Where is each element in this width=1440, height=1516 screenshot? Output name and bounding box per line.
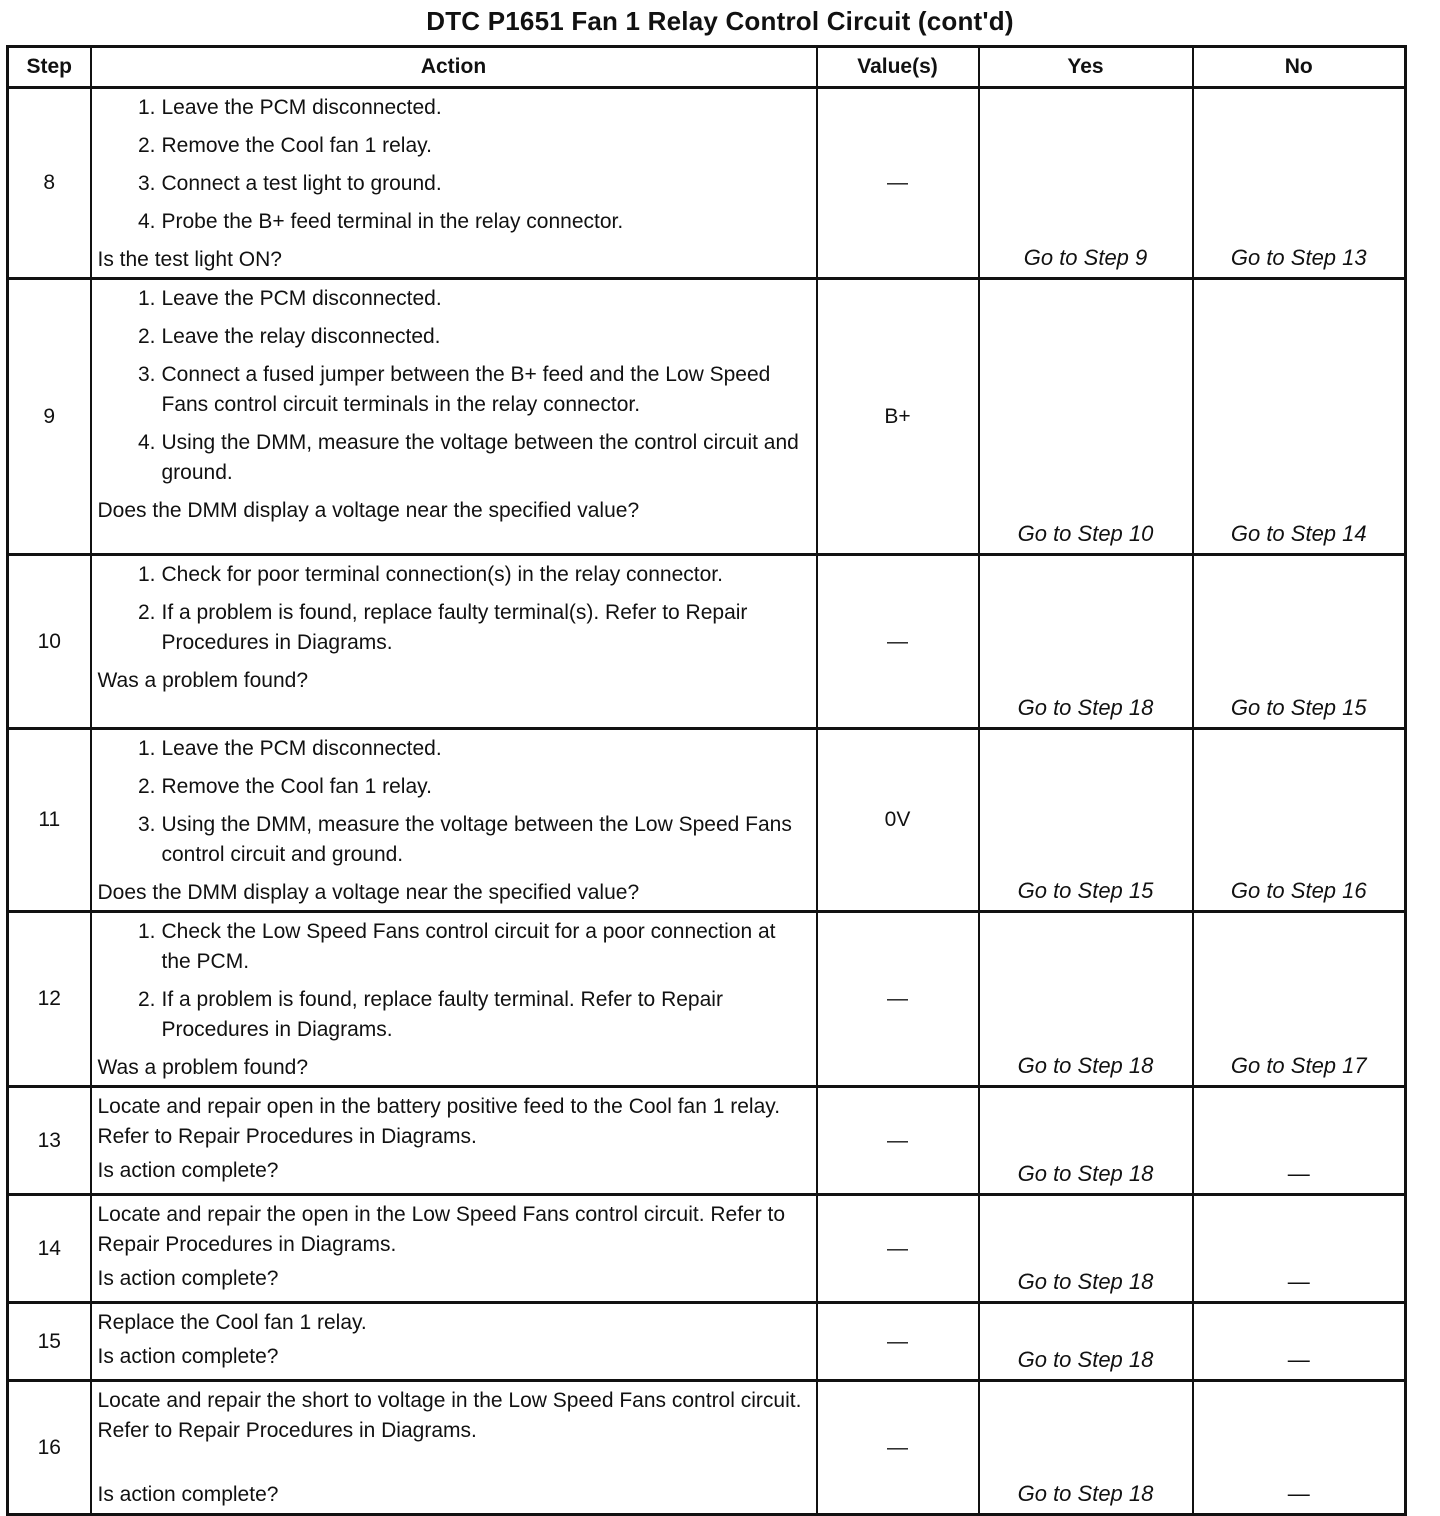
step-text: Leave the PCM disconnected. bbox=[161, 96, 442, 119]
step-index: 4. bbox=[137, 210, 156, 233]
action-step bbox=[98, 598, 810, 658]
step-index: 2. bbox=[137, 325, 156, 348]
action-question: Is action complete? bbox=[97, 1159, 279, 1182]
step-text: Probe the B+ feed terminal in the relay connector. bbox=[161, 210, 624, 233]
action-step bbox=[98, 734, 810, 764]
action-text: Locate and repair open in the battery positive feed to the Cool fan 1 relay. Refer to Repair Procedures in Diagrams. bbox=[97, 1095, 781, 1148]
value-cell: — bbox=[817, 1303, 979, 1381]
yes-result: Go to Step 10 bbox=[979, 279, 1193, 555]
action-cell bbox=[91, 1381, 817, 1515]
page-title: DTC P1651 Fan 1 Relay Control Circuit (cont'd) bbox=[426, 6, 1014, 36]
step-index: 1. bbox=[137, 96, 156, 119]
header-yes: Yes bbox=[979, 47, 1193, 88]
step-text: Using the DMM, measure the voltage between the Low Speed Fans control circuit and ground. bbox=[161, 813, 792, 866]
step-index: 3. bbox=[137, 363, 156, 386]
value-cell: — bbox=[817, 912, 979, 1087]
action-text: Replace the Cool fan 1 relay. bbox=[97, 1311, 367, 1334]
no-result: — bbox=[1193, 1381, 1406, 1515]
action-cell bbox=[91, 88, 817, 279]
header-no: No bbox=[1193, 47, 1406, 88]
action-text: Locate and repair the open in the Low Speed Fans control circuit. Refer to Repair Procedures in Diagrams. bbox=[97, 1203, 786, 1256]
yes-result: Go to Step 18 bbox=[979, 912, 1193, 1087]
yes-result: Go to Step 9 bbox=[979, 88, 1193, 279]
action-cell bbox=[91, 1195, 817, 1303]
value-cell: — bbox=[817, 1381, 979, 1515]
action-steps bbox=[98, 93, 810, 237]
table-row bbox=[8, 729, 1406, 912]
step-number: 8 bbox=[8, 88, 91, 279]
action-step bbox=[98, 985, 810, 1045]
step-number: 12 bbox=[8, 912, 91, 1087]
action-question: Is action complete? bbox=[97, 1345, 279, 1368]
header-action: Action bbox=[91, 47, 817, 88]
header-row bbox=[8, 47, 1406, 88]
action-question: Does the DMM display a voltage near the specified value? bbox=[97, 499, 640, 522]
step-index: 3. bbox=[137, 172, 156, 195]
action-cell bbox=[91, 912, 817, 1087]
step-text: Check for poor terminal connection(s) in the relay connector. bbox=[161, 563, 723, 586]
step-index: 1. bbox=[137, 287, 156, 310]
no-result: Go to Step 14 bbox=[1193, 279, 1406, 555]
no-result: Go to Step 17 bbox=[1193, 912, 1406, 1087]
action-steps bbox=[98, 917, 810, 1045]
action-step bbox=[98, 560, 810, 590]
action-question: Was a problem found? bbox=[97, 1056, 309, 1079]
step-index: 3. bbox=[137, 813, 156, 836]
action-step bbox=[98, 207, 810, 237]
step-number: 9 bbox=[8, 279, 91, 555]
action-step bbox=[98, 93, 810, 123]
yes-result: Go to Step 18 bbox=[979, 1195, 1193, 1303]
no-result: — bbox=[1193, 1087, 1406, 1195]
yes-result: Go to Step 18 bbox=[979, 1303, 1193, 1381]
yes-result: Go to Step 18 bbox=[979, 1087, 1193, 1195]
step-text: Remove the Cool fan 1 relay. bbox=[161, 134, 432, 157]
action-step bbox=[98, 428, 810, 488]
step-text: If a problem is found, replace faulty terminal. Refer to Repair Procedures in Diagrams. bbox=[161, 988, 723, 1041]
action-step bbox=[98, 284, 810, 314]
action-question: Does the DMM display a voltage near the specified value? bbox=[97, 881, 640, 904]
step-text: Check the Low Speed Fans control circuit for a poor connection at the PCM. bbox=[161, 920, 776, 973]
step-text: Leave the PCM disconnected. bbox=[161, 287, 442, 310]
step-text: Connect a fused jumper between the B+ feed and the Low Speed Fans control circuit terminals in the relay connector. bbox=[161, 363, 771, 416]
action-step bbox=[98, 169, 810, 199]
action-cell bbox=[91, 729, 817, 912]
no-result: — bbox=[1193, 1195, 1406, 1303]
step-index: 2. bbox=[137, 775, 156, 798]
action-cell bbox=[91, 1303, 817, 1381]
action-cell bbox=[91, 555, 817, 729]
table-row bbox=[8, 555, 1406, 729]
value-cell: — bbox=[817, 1195, 979, 1303]
action-step bbox=[98, 322, 810, 352]
value-cell: B+ bbox=[817, 279, 979, 555]
step-number: 14 bbox=[8, 1195, 91, 1303]
action-steps bbox=[98, 734, 810, 870]
step-index: 2. bbox=[137, 134, 156, 157]
action-steps bbox=[98, 284, 810, 488]
step-number: 11 bbox=[8, 729, 91, 912]
step-number: 16 bbox=[8, 1381, 91, 1515]
header-value: Value(s) bbox=[817, 47, 979, 88]
action-step bbox=[98, 360, 810, 420]
action-step bbox=[98, 810, 810, 870]
yes-result: Go to Step 15 bbox=[979, 729, 1193, 912]
step-text: Leave the relay disconnected. bbox=[161, 325, 441, 348]
table-row bbox=[8, 1087, 1406, 1195]
step-index: 1. bbox=[137, 563, 156, 586]
action-cell bbox=[91, 1087, 817, 1195]
step-text: Remove the Cool fan 1 relay. bbox=[161, 775, 432, 798]
step-number: 13 bbox=[8, 1087, 91, 1195]
step-text: Using the DMM, measure the voltage between the control circuit and ground. bbox=[161, 431, 799, 484]
diagnostic-table bbox=[6, 45, 1407, 1516]
step-index: 1. bbox=[137, 737, 156, 760]
table-row bbox=[8, 912, 1406, 1087]
no-result: — bbox=[1193, 1303, 1406, 1381]
header-step: Step bbox=[8, 47, 91, 88]
action-step bbox=[98, 917, 810, 977]
step-index: 4. bbox=[137, 431, 156, 454]
no-result: Go to Step 13 bbox=[1193, 88, 1406, 279]
action-steps bbox=[98, 560, 810, 658]
action-question: Was a problem found? bbox=[97, 669, 309, 692]
step-index: 2. bbox=[137, 988, 156, 1011]
value-cell: — bbox=[817, 88, 979, 279]
yes-result: Go to Step 18 bbox=[979, 1381, 1193, 1515]
action-step bbox=[98, 131, 810, 161]
yes-result: Go to Step 18 bbox=[979, 555, 1193, 729]
action-question: Is action complete? bbox=[97, 1483, 279, 1506]
table-row bbox=[8, 279, 1406, 555]
step-text: Connect a test light to ground. bbox=[161, 172, 442, 195]
value-cell: 0V bbox=[817, 729, 979, 912]
action-question: Is action complete? bbox=[97, 1267, 279, 1290]
action-step bbox=[98, 772, 810, 802]
value-cell: — bbox=[817, 555, 979, 729]
table-body bbox=[8, 88, 1406, 1515]
action-text: Locate and repair the short to voltage in the Low Speed Fans control circuit. Refer to Repair Procedures in Diagrams. bbox=[97, 1389, 802, 1442]
step-number: 10 bbox=[8, 555, 91, 729]
table-row bbox=[8, 88, 1406, 279]
step-text: If a problem is found, replace faulty terminal(s). Refer to Repair Procedures in Diagrams. bbox=[161, 601, 748, 654]
value-cell: — bbox=[817, 1087, 979, 1195]
step-index: 2. bbox=[137, 601, 156, 624]
table-row bbox=[8, 1303, 1406, 1381]
step-index: 1. bbox=[137, 920, 156, 943]
table-row bbox=[8, 1381, 1406, 1515]
step-number: 15 bbox=[8, 1303, 91, 1381]
table-row bbox=[8, 1195, 1406, 1303]
no-result: Go to Step 16 bbox=[1193, 729, 1406, 912]
action-question: Is the test light ON? bbox=[97, 248, 282, 271]
action-cell bbox=[91, 279, 817, 555]
no-result: Go to Step 15 bbox=[1193, 555, 1406, 729]
step-text: Leave the PCM disconnected. bbox=[161, 737, 442, 760]
